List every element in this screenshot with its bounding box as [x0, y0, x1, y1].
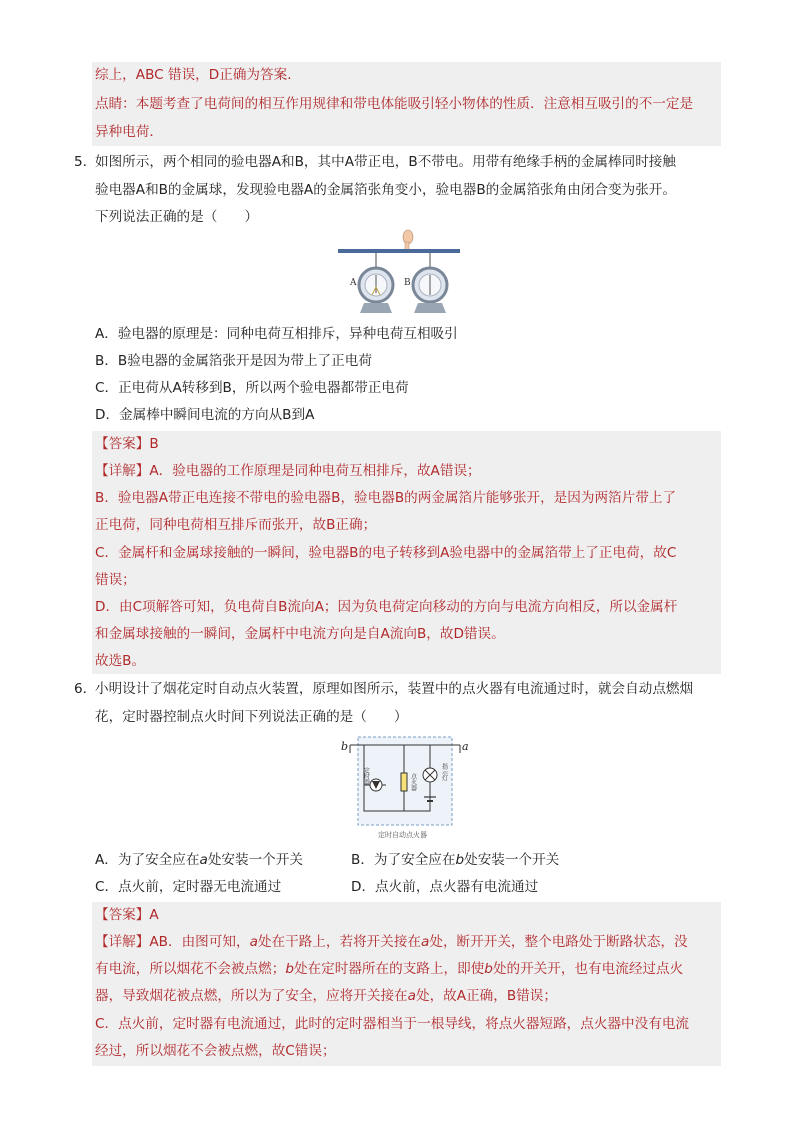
q6-answer: 【答案】A — [95, 907, 159, 923]
q5-explain-2: B．验电器A带正电连接不带电的验电器B，验电器B的两金属箔片能够张开，是因为两箔片带上了 — [95, 490, 677, 506]
q6-explain-1: 【详解】AB．由图可知，a处在干路上，若将开关接在a处，断开开关，整个电路处于断路状态，没 — [95, 934, 688, 950]
q6-number: 6． — [74, 681, 97, 697]
electroscope-figure — [336, 225, 462, 315]
q5-option-a: A．验电器的原理是：同种电荷互相排斥，异种电荷互相吸引 — [95, 326, 458, 342]
q5-explain-7: 和金属球接触的一瞬间，金属杆中电流方向是自A流向B，故D错误。 — [95, 626, 505, 642]
intro-line-2: 点睛：本题考查了电荷间的相互作用规律和带电体能吸引轻小物体的性质．注意相互吸引的不一定是 — [95, 96, 694, 112]
q6-option-b: B．为了安全应在b处安装一个开关 — [351, 852, 560, 868]
q5-explain-3: 正电荷，同种电荷相互排斥而张开，故B正确； — [95, 517, 377, 533]
q5-answer: 【答案】B — [95, 436, 159, 452]
q6-explain-5: 经过，所以烟花不会被点燃，故C错误； — [95, 1043, 336, 1059]
q5-explain-1: 【详解】A．验电器的工作原理是同种电荷互相排斥，故A错误； — [95, 463, 481, 479]
q6-explain-2: 有电流，所以烟花不会被点燃；b处在定时器所在的支路上，即使b处的开关开，也有电流经过点火 — [95, 961, 684, 977]
q6-stem-1: 小明设计了烟花定时自动点火装置，原理如图所示，装置中的点火器有电流通过时，就会自动点燃烟 — [95, 681, 694, 697]
intro-line-1: 综上，ABC 错误，D正确为答案． — [95, 67, 301, 83]
q5-stem-1: 如图所示，两个相同的验电器A和B，其中A带正电，B不带电。用带有绝缘手柄的金属棒同时接触 — [95, 154, 676, 170]
q5-explain-5: 错误； — [95, 572, 136, 588]
electroscope-label-b: B — [404, 278, 411, 288]
circuit-label-b: b — [341, 740, 349, 753]
circuit-figure — [340, 733, 472, 843]
q6-option-d: D．点火前，点火器有电流通过 — [351, 879, 539, 895]
q5-number: 5． — [74, 154, 97, 170]
circuit-label-a: a — [462, 740, 469, 753]
q5-explain-8: 故选B。 — [95, 653, 146, 669]
circuit-caption: 定时自动点火器 — [378, 831, 427, 839]
q5-option-b: B．B验电器的金属箔张开是因为带上了正电荷 — [95, 353, 372, 369]
q6-explain-3: 器，导致烟花被点燃，所以为了安全，应将开关接在a处，故A正确，B错误； — [95, 988, 557, 1004]
circuit-label-timer: 定时器 — [362, 767, 370, 785]
electroscope-label-a: A — [350, 278, 357, 288]
q5-option-d: D．金属棒中瞬间电流的方向从B到A — [95, 407, 315, 423]
q6-stem-2: 花，定时器控制点火时间下列说法正确的是（ ） — [95, 709, 408, 725]
q5-explain-4: C．金属杆和金属球接触的一瞬间，验电器B的电子转移到A验电器中的金属箔带上了正电荷，故C — [95, 545, 677, 561]
q6-option-c: C．点火前，定时器无电流通过 — [95, 879, 282, 895]
intro-line-3: 异种电荷． — [95, 124, 163, 140]
circuit-label-igniter: 点火器 — [409, 773, 417, 791]
q5-stem-2: 验电器A和B的金属球，发现验电器A的金属箔张角变小，验电器B的金属箔张角由闭合变为张开。 — [95, 182, 676, 198]
q6-option-a: A．为了安全应在a处安装一个开关 — [95, 852, 303, 868]
q5-option-c: C．正电荷从A转移到B，所以两个验电器都带正电荷 — [95, 380, 409, 396]
circuit-label-lamp: 指示灯 — [440, 763, 448, 781]
q5-explain-6: D．由C项解答可知，负电荷自B流向A；因为负电荷定向移动的方向与电流方向相反，所以金属杆 — [95, 599, 678, 615]
q6-explain-4: C．点火前，定时器有电流通过，此时的定时器相当于一根导线，将点火器短路，点火器中没有电流 — [95, 1016, 690, 1032]
q5-stem-3: 下列说法正确的是（ ） — [95, 209, 259, 225]
